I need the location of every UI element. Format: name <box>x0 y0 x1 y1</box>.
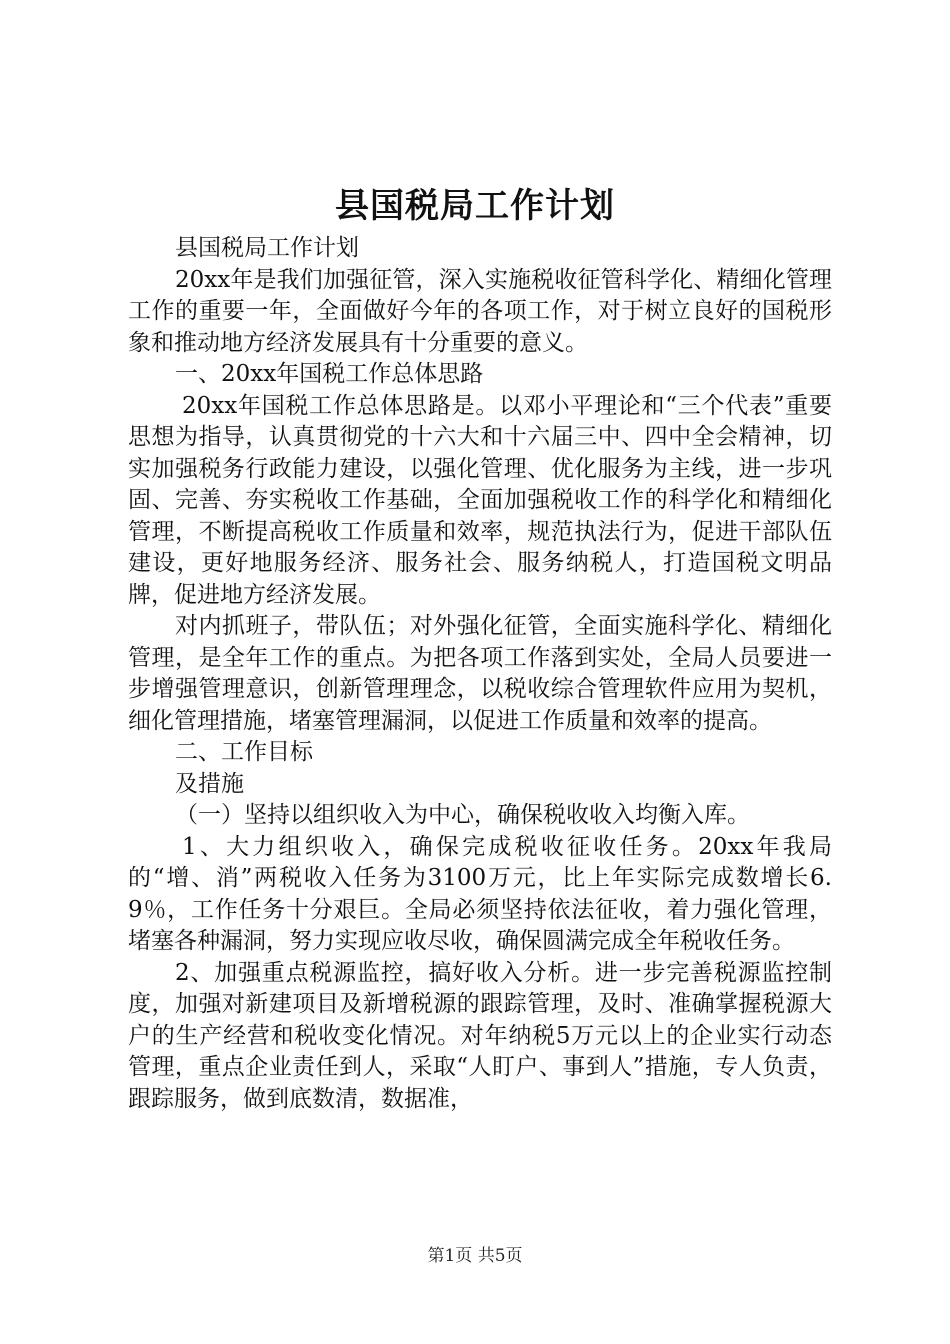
subsection-heading: （一）坚持以组织收入为中心，确保税收收入均衡入库。 <box>175 802 750 828</box>
paragraph: 2、加强重点税源监控，搞好收入分析。进一步完善税源监控制度，加强对新建项目及新增税源的跟踪管理，及时、准确掌握税源大户的生产经营和税收变化情况。对年纳税5万元以上的企业实行动态管理，重点企业责任到人，采取“人盯户、事到人”措施，专人负责，跟踪服务，做到底数清，数据准， <box>128 959 832 1112</box>
section-heading: 二、工作目标 <box>175 739 313 765</box>
paragraph: 对内抓班子，带队伍；对外强化征管，全面实施科学化、精细化管理，是全年工作的重点。为把各项工作落到实处，全局人员要进一步增强管理意识，创新管理理念，以税收综合管理软件应用为契机，细化管理措施，堵塞管理漏洞，以促进工作质量和效率的提高。 <box>128 613 832 734</box>
page-number: 第1页 共5页 <box>427 1246 523 1266</box>
paragraph: 1、大力组织收入，确保完成税收征收任务。20xx年我局的“增、消”两税收入任务为3100万元，比上年实际完成数增长6.9％，工作任务十分艰巨。全局必须坚持依法征收，着力强化管理，堵塞各种漏洞，努力实现应收尽收，确保圆满完成全年税收任务。 <box>128 833 832 954</box>
section-heading: 一、20xx年国税工作总体思路 <box>175 361 484 387</box>
document-body <box>128 233 832 1115</box>
paragraph: 县国税局工作计划 <box>175 235 359 261</box>
paragraph: 20xx年是我们加强征管，深入实施税收征管科学化、精细化管理工作的重要一年，全面做好今年的各项工作，对于树立良好的国税形象和推动地方经济发展具有十分重要的意义。 <box>128 266 832 356</box>
document-title: 县国税局工作计划 <box>335 186 615 226</box>
section-heading: 及措施 <box>175 770 244 797</box>
paragraph: 20xx年国税工作总体思路是。以邓小平理论和“三个代表”重要思想为指导，认真贯彻党的十六大和十六届三中、四中全会精神，切实加强税务行政能力建设，以强化管理、优化服务为主线，进一步巩固、完善、夯实税收工作基础，全面加强税收工作的科学化和精细化管理，不断提高税收工作质量和效率，规范执法行为，促进干部队伍建设，更好地服务经济、服务社会、服务纳税人，打造国税文明品牌，促进地方经济发展。 <box>128 392 832 608</box>
